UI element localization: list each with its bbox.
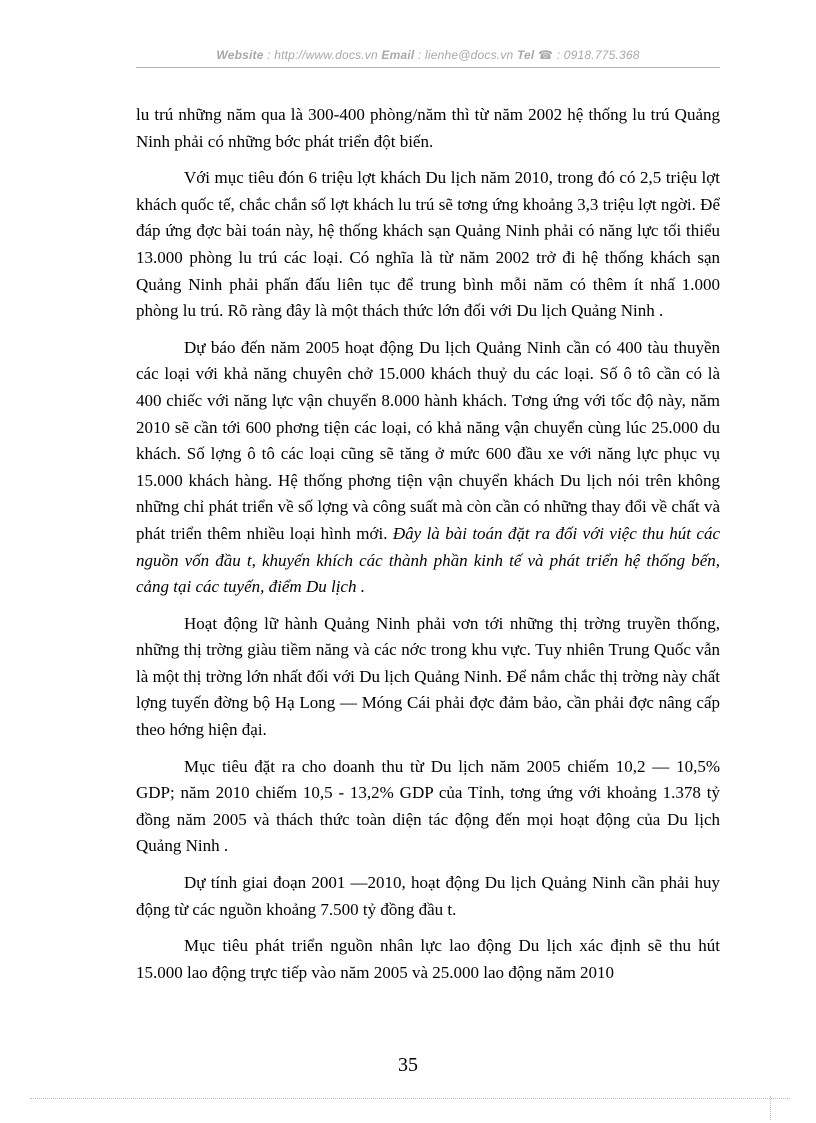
header-divider <box>136 67 720 68</box>
paragraph-2 <box>136 165 720 325</box>
email-address: : lienhe@docs.vn <box>417 48 514 62</box>
paragraph-3 <box>136 335 720 601</box>
paragraph-1-text: lu trú những năm qua là 300-400 phòng/năm thì từ năm 2002 hệ thống lu trú Quảng Ninh phải có những bớc phát triển đột biến. <box>136 105 720 151</box>
tel-number: : 0918.775.368 <box>556 48 640 62</box>
paragraph-7 <box>136 933 720 986</box>
page-corner-mark <box>770 1096 795 1120</box>
website-url: : http://www.docs.vn <box>267 48 378 62</box>
paragraph-4 <box>136 611 720 744</box>
paragraph-3-italic-text: Đây là bài toán đặt ra đối với việc thu hút các nguồn vốn đầu t, khuyến khích các thành phần kinh tế và phát triển hệ thống bến, cảng tại các tuyến, điểm Du lịch . <box>136 523 720 597</box>
tel-label: Tel <box>516 48 535 62</box>
paragraph-5-text: Mục tiêu đặt ra cho doanh thu từ Du lịch năm 2005 chiếm 10,2 — 10,5% GDP; năm 2010 chiếm 10,5 - 13,2% GDP của Tỉnh, tơng ứng với khoảng 1.378 tỷ đồng năm 2005 và thách thức toàn diện tác động đến mọi hoạt động của Du lịch Quảng Ninh . <box>136 756 720 856</box>
paragraph-2-text: Với mục tiêu đón 6 triệu lợt khách Du lịch năm 2010, trong đó có 2,5 triệu lợt khách quốc tế, chắc chắn số lợt khách lu trú sẽ tơng ứng khoảng 3,3 triệu lợt ngời. Để đáp ứng đợc bài toán này, hệ thống khách sạn Quảng Ninh phải có năng lực tối thiểu 13.000 phòng lu trú các loại. Có nghĩa là từ năm 2002 trở đi hệ thống khách sạn Quảng Ninh phải phấn đấu liên tục để trung bình mỗi năm có thêm ít nhấ 1.000 phòng lu trú. Rõ ràng đây là một thách thức lớn đối với Du lịch Quảng Ninh . <box>136 168 720 321</box>
footer-divider <box>30 1098 790 1099</box>
page-header <box>136 48 720 62</box>
paragraph-4-text: Hoạt động lữ hành Quảng Ninh phải vơn tới những thị trờng truyền thống, những thị trờng giàu tiềm năng và các nớc trong khu vực. Tuy nhiên Trung Quốc vẫn là một thị trờng lớn nhất đối với Du lịch Quảng Ninh. Để nắm chắc thị trờng này chất lợng tuyến đờng bộ Hạ Long — Móng Cái phải đợc đảm bảo, cần phải đợc nâng cấp theo hớng hiện đại. <box>136 613 720 740</box>
paragraph-6-text: Dự tính giai đoạn 2001 —2010, hoạt động Du lịch Quảng Ninh cần phải huy động từ các nguồn khoảng 7.500 tỷ đồng đầu t. <box>136 873 720 919</box>
paragraph-6 <box>136 870 720 923</box>
paragraph-1 <box>136 102 720 155</box>
document-body <box>136 102 720 996</box>
paragraph-3-text: Dự báo đến năm 2005 hoạt động Du lịch Quảng Ninh cần có 400 tàu thuyền các loại với khả năng chuyên chở 15.000 khách thuỷ du các loại. Số ô tô cần có là 400 chiếc với năng lực vận chuyển 8.000 hành khách. Tơng ứng với tốc độ này, năm 2010 sẽ cần tới 600 phơng tiện các loại, có khả năng vận chuyển cùng lúc 25.000 du khách. Số lợng ô tô các loại cũng sẽ tăng ở mức 600 đầu xe với năng lực phục vụ 15.000 khách hàng. Hệ thống phơng tiện vận chuyển khách Du lịch nói trên không những chỉ phát triển về số lợng và công suất mà còn cần có những thay đổi về chất và phát triển thêm nhiều loại hình mới. <box>136 337 720 543</box>
page-number: 35 <box>398 1054 418 1076</box>
paragraph-7-text: Mục tiêu phát triển nguồn nhân lực lao động Du lịch xác định sẽ thu hút 15.000 lao động trực tiếp vào năm 2005 và 25.000 lao động năm 2010 <box>136 936 720 982</box>
website-label: Website <box>216 48 264 62</box>
email-label: Email <box>381 48 415 62</box>
phone-icon: ☎ <box>538 48 554 62</box>
paragraph-5 <box>136 754 720 860</box>
